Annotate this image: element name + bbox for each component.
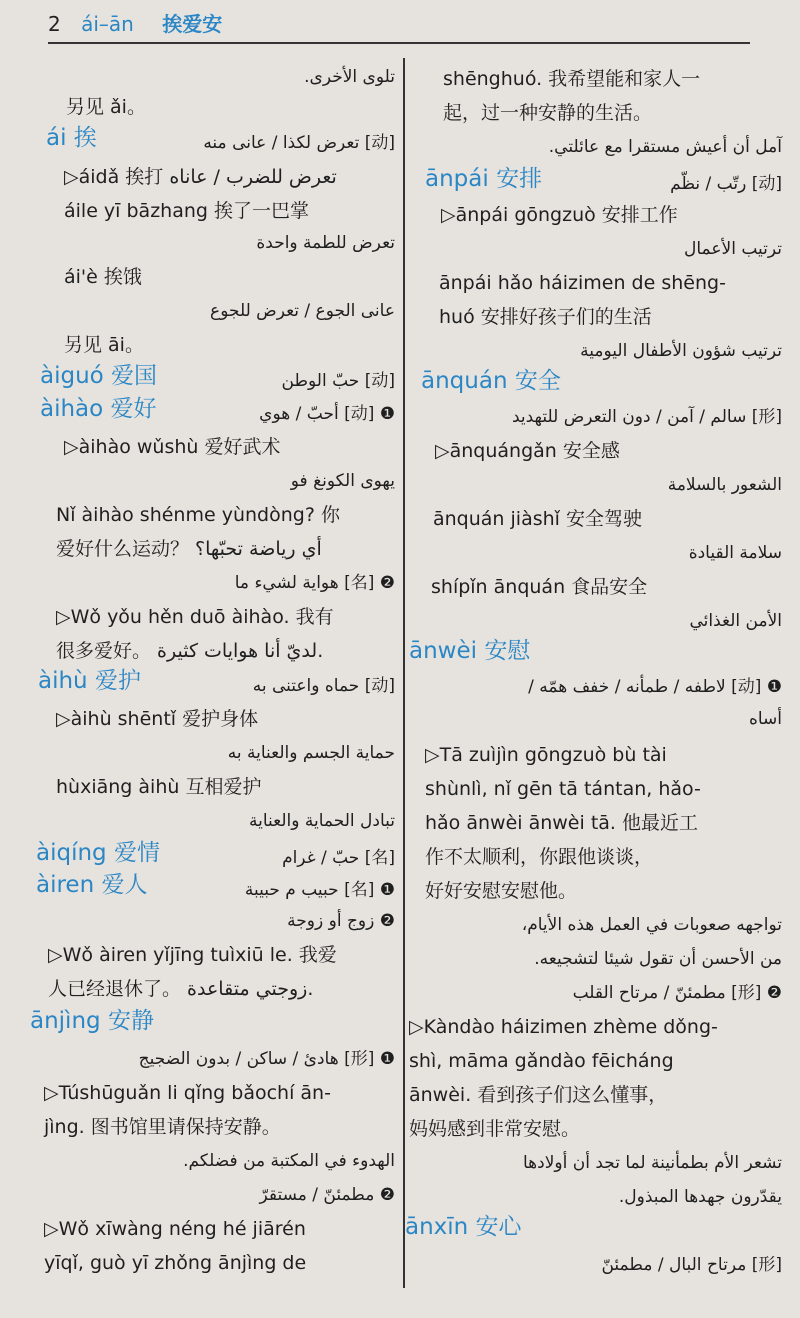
headword: ānpái 安排 <box>425 166 543 192</box>
text-line: تلوى الأخرى. <box>304 67 395 87</box>
headword: ānwèi 安慰 <box>409 638 531 664</box>
translation: تواجهه صعوبات في العمل هذه الأيام، <box>521 915 782 935</box>
example: 很多爱好。 لديّ أنا هوايات كثيرة. <box>56 640 324 662</box>
translation: يهوى الكونغ فو <box>290 471 395 491</box>
example: hǎo ānwèi ānwèi tā. 他最近工 <box>425 812 698 834</box>
example: ▷ānquángǎn 安全感 <box>435 440 620 462</box>
example: hùxiāng àihù 互相爱护 <box>56 776 262 798</box>
example: ▷Tā zuìjìn gōngzuò bù tài <box>425 744 667 766</box>
translation: الأمن الغذائي <box>689 611 782 631</box>
definition: ❶ [形] هادئ / ساكن / بدون الضجيج <box>138 1049 395 1069</box>
headword: àihù 爱护 <box>38 668 141 694</box>
running-header <box>48 0 750 44</box>
example: shēnghuó. 我希望能和家人一 <box>443 68 701 90</box>
definition: [动] تعرض لكذا / عانى منه <box>203 133 395 153</box>
translation: يقدّرون جهدها المبذول. <box>618 1187 782 1207</box>
example: 好好安慰安慰他。 <box>425 880 578 902</box>
headword: àihào 爱好 <box>40 396 157 422</box>
example: shì, māma gǎndào fēicháng <box>409 1050 674 1072</box>
example: ▷àihù shēntǐ 爱护身体 <box>56 708 259 730</box>
example: ▷Wǒ xīwàng néng hé jiārén <box>44 1218 306 1240</box>
example: 人已经退休了。 زوجتي متقاعدة. <box>48 978 314 1000</box>
translation: حماية الجسم والعناية به <box>227 743 395 763</box>
example: ānquán jiàshǐ 安全驾驶 <box>433 508 642 530</box>
translation: الهدوء في المكتبة من فضلكم. <box>183 1151 395 1171</box>
definition: [动] حبّ الوطن <box>281 371 395 391</box>
headword: àiren 爱人 <box>36 872 148 898</box>
translation: ترتيب شؤون الأطفال اليومية <box>580 341 782 361</box>
headword: ānquán 安全 <box>421 368 561 394</box>
definition: ❷ [名] هواية لشيء ما <box>234 573 395 593</box>
definition: [形] مرتاح البال / مطمئنّ <box>601 1255 782 1275</box>
column-divider <box>403 58 405 1288</box>
example: yīqǐ, guò yī zhǒng ānjìng de <box>44 1252 307 1274</box>
definition: ❶ [动] لاطفه / طمأنه / خفف همّه / <box>528 677 782 697</box>
definition: [名] حبّ / غرام <box>282 848 395 868</box>
example: 妈妈感到非常安慰。 <box>409 1118 581 1140</box>
example: ▷Túshūguǎn li qǐng bǎochí ān- <box>44 1082 331 1104</box>
example: huó 安排好孩子们的生活 <box>439 306 652 328</box>
translation: من الأحسن أن تقول شيئا لتشجيعه. <box>534 949 782 969</box>
example: shùnlì, nǐ gēn tā tántan, hǎo- <box>425 778 701 800</box>
headword: àiguó 爱国 <box>40 363 158 389</box>
example: 爱好什么运动？ أي رياضة تحبّها؟ <box>56 538 322 560</box>
headword: àiqíng 爱情 <box>36 840 160 866</box>
definition: ❷ مطمئنّ / مستقرّ <box>259 1185 395 1205</box>
example: ▷ānpái gōngzuò 安排工作 <box>441 204 678 226</box>
definition: [形] سالم / آمن / دون التعرض للتهديد <box>511 407 782 427</box>
definition: ❷ زوج أو زوجة <box>287 911 395 931</box>
definition: [动] حماه واعتنى به <box>252 676 395 696</box>
header-characters: 挨爱安 <box>162 12 223 36</box>
definition: أساه <box>748 709 782 729</box>
example: shípǐn ānquán 食品安全 <box>431 576 648 598</box>
translation: تشعر الأم بطمأنينة لما تجد أن أولادها <box>522 1153 782 1173</box>
headword: ānxīn 安心 <box>405 1214 522 1240</box>
example: ▷áidǎ 挨打 تعرض للضرب / عاناه <box>64 166 337 188</box>
example: ▷Wǒ àiren yǐjīng tuìxiū le. 我爱 <box>48 944 337 966</box>
translation: عانى الجوع / تعرض للجوع <box>210 301 395 321</box>
text-line: 另见 āi。 <box>64 334 144 356</box>
example: ānpái hǎo háizimen de shēng- <box>439 272 726 294</box>
translation: ترتيب الأعمال <box>684 239 782 259</box>
translation: تبادل الحماية والعناية <box>249 811 395 831</box>
example: ái'è 挨饿 <box>64 266 142 288</box>
translation: الشعور بالسلامة <box>667 475 782 495</box>
definition: ❶ [动] أحبّ / هوي <box>259 404 395 424</box>
translation: تعرض للطمة واحدة <box>256 233 395 253</box>
example: 作不太顺利，你跟他谈谈， <box>425 846 654 868</box>
example: 起，过一种安静的生活。 <box>443 102 653 124</box>
definition: [动] رتّب / نظّم <box>670 174 782 194</box>
headword: ái 挨 <box>46 125 97 151</box>
pinyin-range: ái–ān <box>81 12 134 36</box>
example: Nǐ àihào shénme yùndòng? 你 <box>56 504 340 526</box>
definition: ❷ [形] مطمئنّ / مرتاح القلب <box>572 983 782 1003</box>
example: ▷Kàndào háizimen zhème dǒng- <box>409 1016 718 1038</box>
example: ānwèi. 看到孩子们这么懂事， <box>409 1084 668 1106</box>
example: áile yī bāzhang 挨了一巴掌 <box>64 200 309 222</box>
translation: آمل أن أعيش مستقرا مع عائلتي. <box>548 137 782 157</box>
page-number: 2 <box>48 12 61 36</box>
example: ▷àihào wǔshù 爱好武术 <box>64 436 281 458</box>
translation: سلامة القيادة <box>688 543 782 563</box>
definition: ❶ [名] حبيب م حبيبة <box>244 880 395 900</box>
headword: ānjìng 安静 <box>30 1008 154 1034</box>
example: ▷Wǒ yǒu hěn duō àihào. 我有 <box>56 606 334 628</box>
text-line: 另见 ǎi。 <box>66 96 146 118</box>
example: jìng. 图书馆里请保持安静。 <box>44 1116 281 1138</box>
